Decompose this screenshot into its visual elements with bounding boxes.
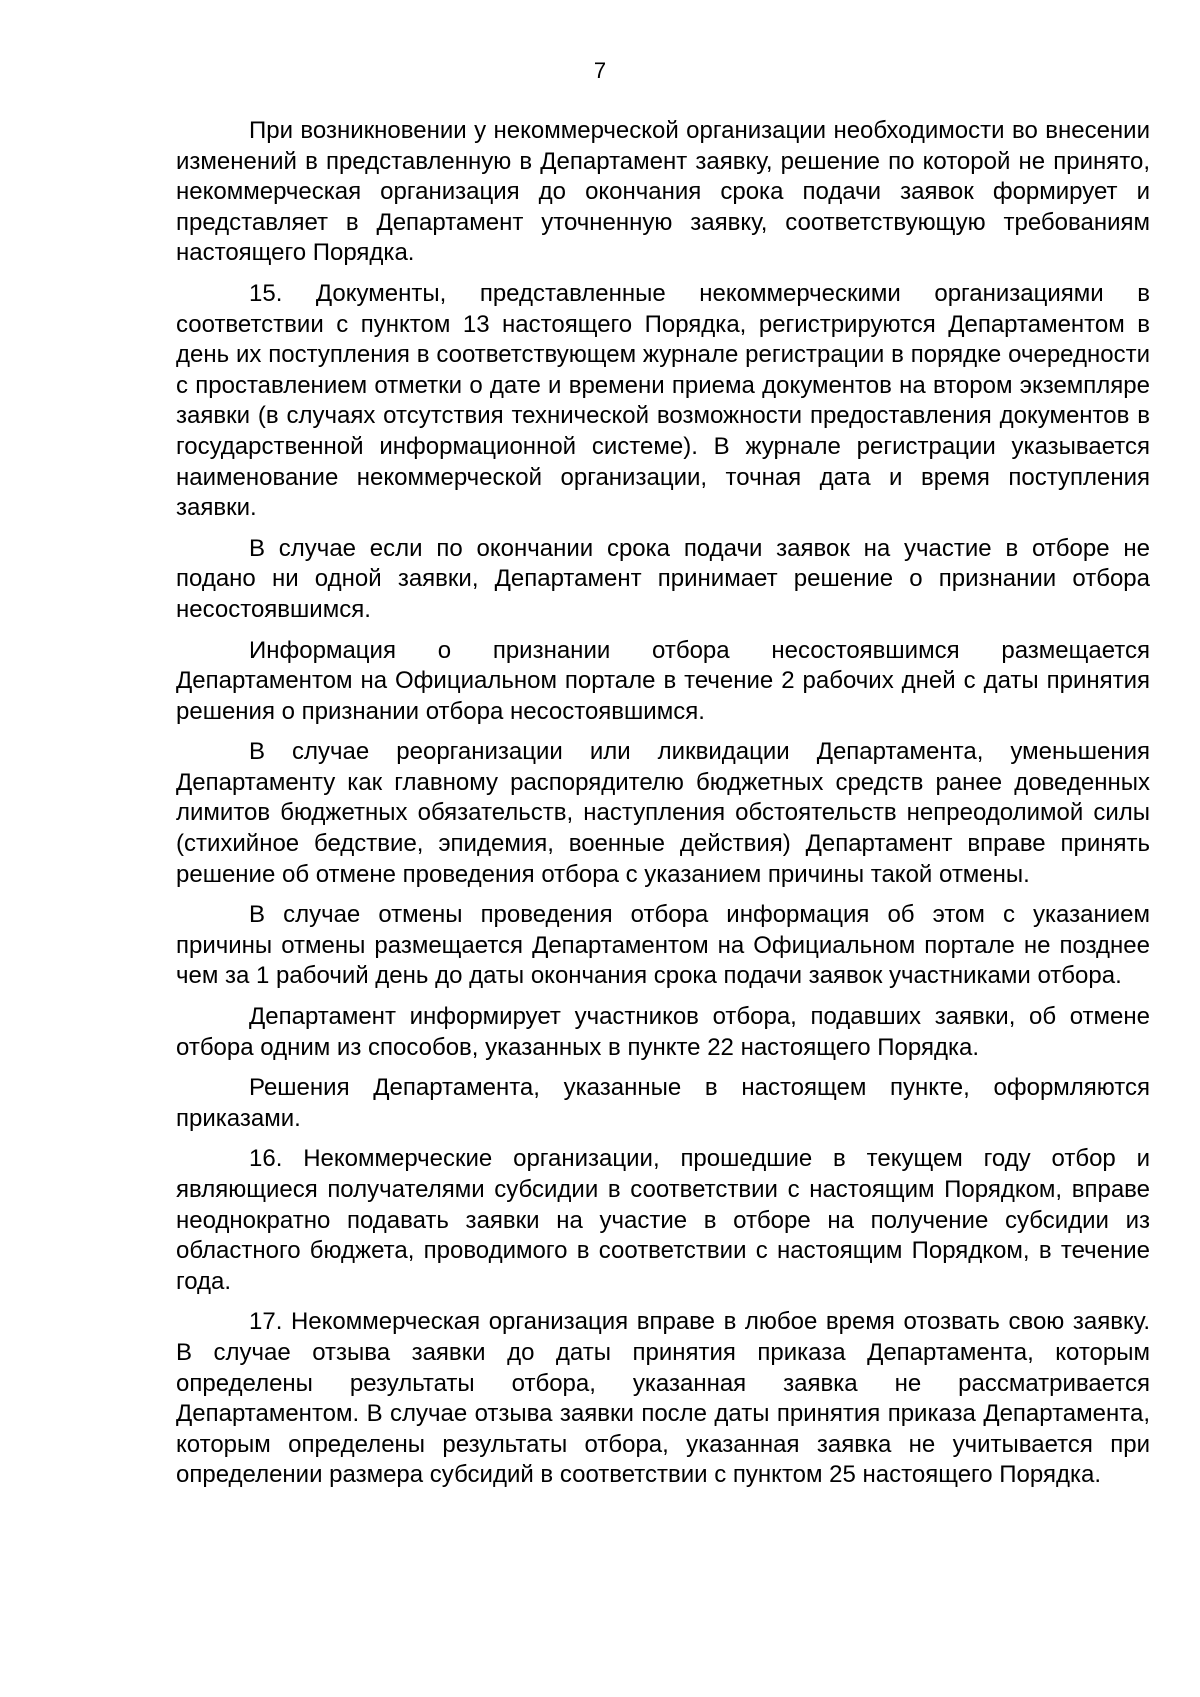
paragraph-failed-selection-info: Информация о признании отбора несостоявшимся размещается Департаментом на Официальном портале в течение 2 рабочих дней с даты принятия решения о признании отбора несостоявшимся. xyxy=(176,636,1150,725)
paragraph-no-applications: В случае если по окончании срока подачи заявок на участие в отборе не подано ни одной заявки, Департамент принимает решение о признании отбора несостоявшимся. xyxy=(176,534,1150,623)
paragraph-17-withdrawal: 17. Некоммерческая организация вправе в любое время отозвать свою заявку. В случае отзыва заявки до даты принятия приказа Департамента, которым определены результаты отбора, указанная заявка не рассматривается Департаментом. В случае отзыва заявки после даты принятия приказа Департамента, которым определены результаты отбора, указанная заявка не учитывается при определении размера субсидий в соответствии с пунктом 25 настоящего Порядка. xyxy=(176,1308,1150,1489)
paragraph-participant-notification: Департамент информирует участников отбора, подавших заявки, об отмене отбора одним из способов, указанных в пункте 22 настоящего Порядка. xyxy=(176,1003,1150,1061)
paragraph-cancellation-grounds: В случае реорганизации или ликвидации Департамента, уменьшения Департаменту как главному распорядителю бюджетных средств ранее доведенных лимитов бюджетных обязательств, наступления обстоятельств непреодолимой силы (стихийное бедствие, эпидемия, военные действия) Департамент вправе принять решение об отмене проведения отбора с указанием причины такой отмены. xyxy=(176,738,1150,888)
document-body xyxy=(176,116,1150,1501)
paragraph-15-registration: 15. Документы, представленные некоммерческими организациями в соответствии с пунктом 13 настоящего Порядка, регистрируются Департаментом в день их поступления в соответствующем журнале регистрации в порядке очередности с проставлением отметки о дате и времени приема документов на втором экземпляре заявки (в случаях отсутствия технической возможности предоставления документов в государственной информационной системе). В журнале регистрации указывается наименование некоммерческой организации, точная дата и время поступления заявки. xyxy=(176,279,1150,522)
paragraph-decisions-orders: Решения Департамента, указанные в настоящем пункте, оформляются приказами. xyxy=(176,1074,1150,1132)
paragraph-amendment-request: При возникновении у некоммерческой организации необходимости во внесении изменений в представленную в Департамент заявку, решение по которой не принято, некоммерческая организация до окончания срока подачи заявок формирует и представляет в Департамент уточненную заявку, соответствующую требованиям настоящего Порядка. xyxy=(176,117,1150,267)
page-number: 7 xyxy=(593,58,607,83)
paragraph-cancellation-publication: В случае отмены проведения отбора информация об этом с указанием причины отмены размещается Департаментом на Официальном портале не позднее чем за 1 рабочий день до даты окончания срока подачи заявок участниками отбора. xyxy=(176,901,1150,990)
paragraph-16-repeat-applications: 16. Некоммерческие организации, прошедшие в текущем году отбор и являющиеся получателями субсидии в соответствии с настоящим Порядком, вправе неоднократно подавать заявки на участие в отборе на получение субсидии из областного бюджета, проводимого в соответствии с настоящим Порядком, в течение года. xyxy=(176,1145,1150,1295)
